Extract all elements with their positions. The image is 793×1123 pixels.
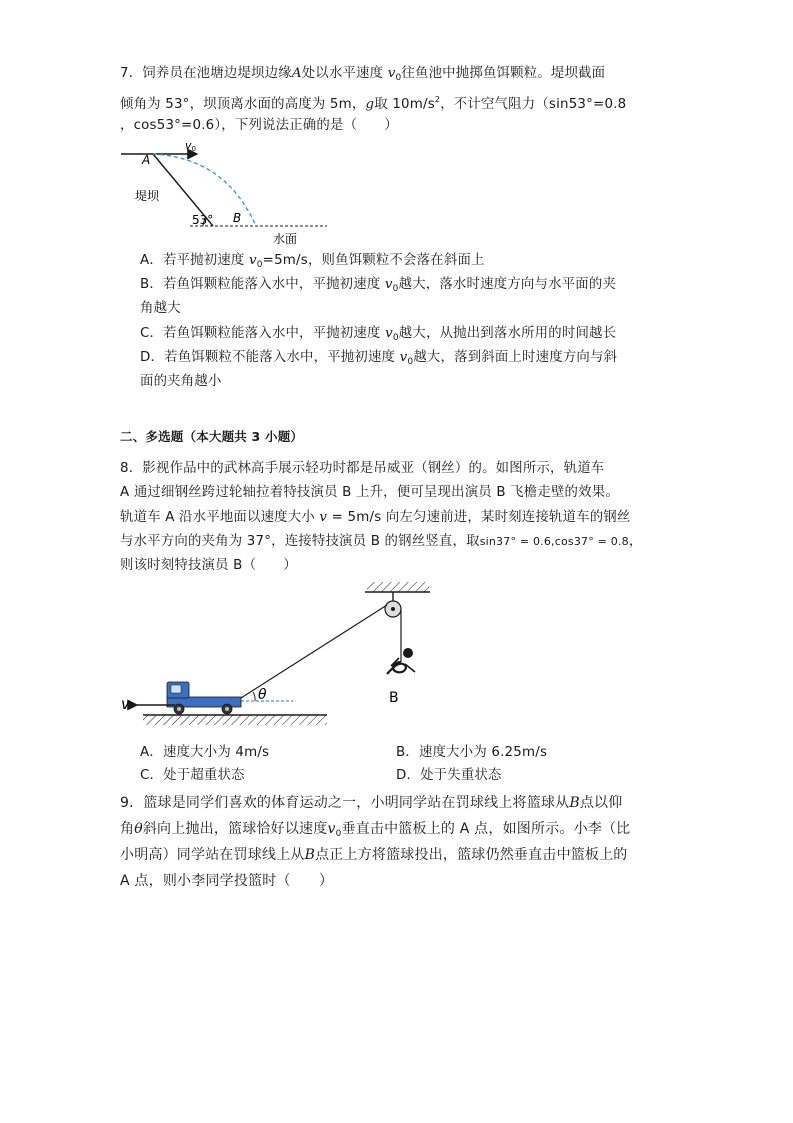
label-theta: θ <box>258 687 267 703</box>
label-B: B <box>389 690 399 706</box>
q7-dam-figure <box>115 136 345 248</box>
q8-stem-line2: A 通过细钢丝跨过轮轴拉着特技演员 B 上升，便可呈现出演员 B 飞檐走壁的效果。 <box>120 485 619 500</box>
q9-stem-line1: 9．篮球是同学们喜欢的体育运动之一，小明同学站在罚球线上将篮球从B点以仰 <box>120 795 623 811</box>
q8-option-d: D．处于失重状态 <box>396 768 502 783</box>
label-v: v <box>121 695 130 713</box>
label-B: B <box>233 211 242 225</box>
q7-stem-line3: ，cos53°=0.6），下列说法正确的是（ ） <box>120 118 398 133</box>
q8-stem-line5: 则该时刻特技演员 B（ ） <box>120 558 297 573</box>
q8-stem-line3: 轨道车 A 沿水平地面以速度大小 v = 5m/s 向左匀速前进，某时刻连接轨道车的钢丝 <box>120 510 631 525</box>
q7-option-d: D．若鱼饵颗粒不能落入水中，平抛初速度 $v_0$越大，落到斜面上时速度方向与斜 <box>140 350 618 367</box>
rail-car-A <box>167 682 241 714</box>
label-water: 水面 <box>273 232 298 246</box>
label-dam: 堤坝 <box>135 189 160 203</box>
pulley-axle <box>391 607 395 611</box>
q7-option-a: A．若平抛初速度 $v_0=5m/s$，则鱼饵颗粒不会落在斜面上 <box>140 253 485 270</box>
steel-wire-incline <box>241 605 387 698</box>
q8-option-b: B．速度大小为 6.25m/s <box>396 745 548 760</box>
q8-truck-figure <box>115 578 445 740</box>
q7-stem-line1: 7．饲养员在池塘边堤坝边缘A处以水平速度 $v_0$往鱼池中抛掷鱼饵颗粒。堤坝截面 <box>120 66 606 83</box>
ceiling-hatch <box>367 582 429 592</box>
q7-stem-line2: 倾角为 53°，坝顶离水面的高度为 5m，g取 $10m/s^2$，不计空气阻力（sin53°=0.8 <box>120 95 627 112</box>
q7-option-c: C．若鱼饵颗粒能落入水中，平抛初速度 $v_0$越大，从抛出到落水所用的时间越长 <box>140 326 617 343</box>
q8-stem-line1: 8．影视作品中的武林高手展示轻功时都是吊威亚（钢丝）的。如图所示，轨道车 <box>120 461 605 476</box>
q9-stem-line4: A 点，则小李同学投篮时（ ） <box>120 873 334 889</box>
label-53: 53° <box>192 213 214 227</box>
q8-stem-line4: 与水平方向的夹角为 37°，连接特技演员 B 的钢丝竖直，取sin37° = 0.6,cos37° = 0.8， <box>120 534 643 549</box>
label-A: A <box>142 153 151 167</box>
label-v0: v0 <box>185 139 196 153</box>
q9-stem-line2: 角θ斜向上抛出，篮球恰好以速度$v_0$垂直击中篮板上的 A 点，如图所示。小李（比 <box>120 821 631 839</box>
ground-hatch <box>143 715 327 725</box>
q7-option-d-cont: 面的夹角越小 <box>140 374 222 389</box>
q8-option-c: C．处于超重状态 <box>140 768 245 783</box>
theta-arc <box>253 692 255 701</box>
q7-option-b: B．若鱼饵颗粒能落入水中，平抛初速度 $v_0$越大，落水时速度方向与水平面的夹 <box>140 277 617 294</box>
section-header-multi-choice: 二、多选题（本大题共 3 小题） <box>120 429 304 444</box>
q8-option-a: A．速度大小为 4m/s <box>140 745 270 760</box>
q9-stem-line3: 小明高）同学站在罚球线上从B点正上方将篮球投出，篮球仍然垂直击中篮板上的 <box>120 847 628 863</box>
q7-option-b-cont: 角越大 <box>140 301 181 316</box>
